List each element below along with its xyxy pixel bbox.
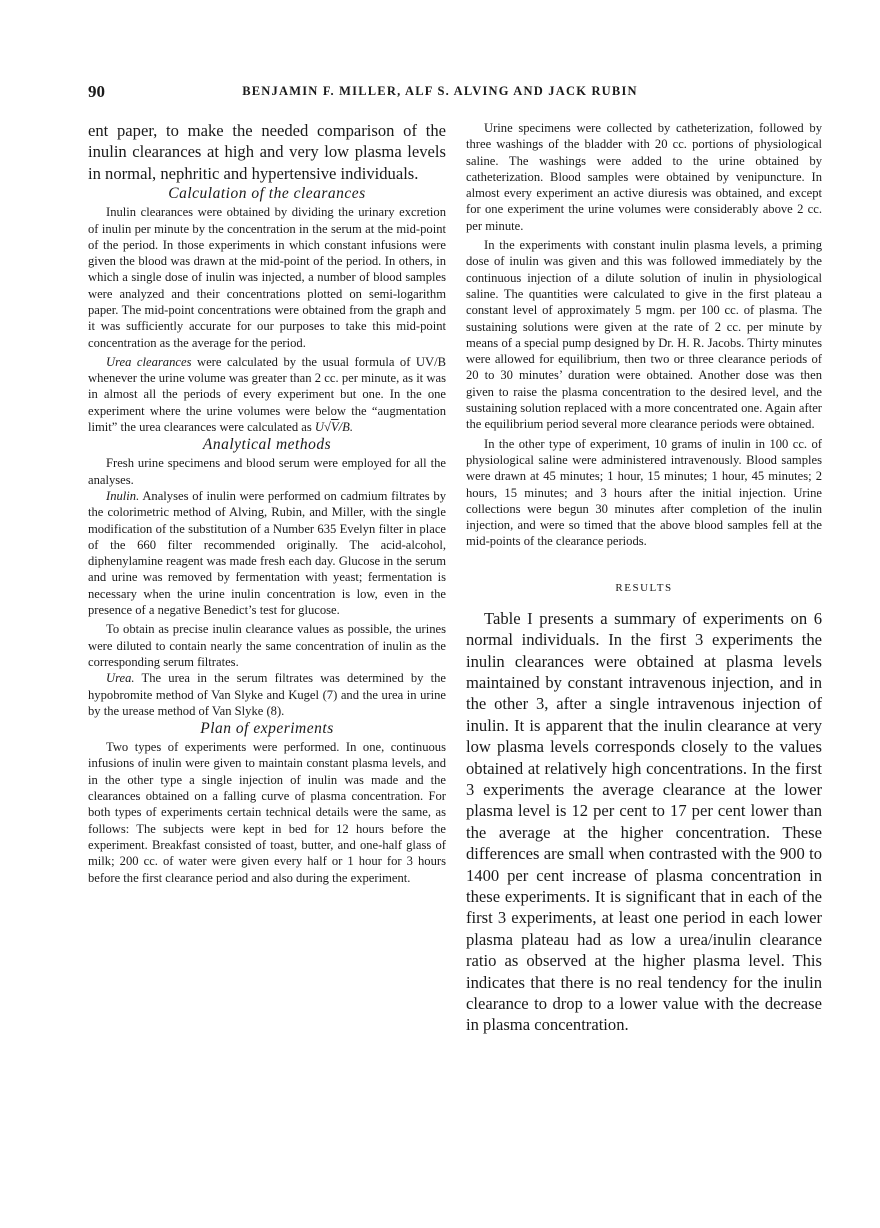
formula-radical: √ (324, 420, 331, 435)
inulin-paragraph-body: Analyses of inulin were performed on cadmium filtrates by the colorimetric method of Alving, Rubin, and Miller, with the single modification of the substitution of a Number 635 Evelyn filter in place of the 660 filter recommended originally. The acid-alcohol, diphenylamine reagent was made fresh each day. Glucose in the serum and urine was removed by fermentation with yeast; fermentation is necessary when the urine inulin concentration is low, even in the presence of a negative Benedict’s test for glucose. (88, 488, 446, 618)
right-column (466, 120, 822, 1036)
urea-clearances-runin: Urea clearances (106, 354, 192, 369)
constant-levels-paragraph: In the experiments with constant inulin plasma levels, a priming dose of inulin was given and this was followed immediately by the continuous injection of a dilute solution of inulin in physiological saline. The quantities were calculated to give in the first plateau a constant level of approximately 5 mgm. per 100 cc. of plasma. The sustaining solutions were given at the rate of 2 cc. per minute by means of a special pump designed by Dr. H. R. Jacobs. Thirty minutes were allowed for equilibrium, then two or three clearance periods of 20 to 30 minutes’ duration were obtained. Another dose was then given to raise the plasma concentration to the desired level, and the sustaining solution replaced with a more concentrated one. Again after the equilibrium period several more clearance periods were obtained. (466, 238, 822, 432)
formula-u: U (314, 420, 325, 435)
single-injection-paragraph: In the other type of experiment, 10 grams of inulin in 100 cc. of physiological saline were administered intravenously. Blood samples were drawn at 45 minutes; 1 hour, 15 minutes; 1 hour, 45 minutes; 2 hours, 15 minutes; and 3 hours after the initial injection. Urine collections were begun 30 minutes after completion of the inulin injection, and were so timed that the above blood samples fell at the mid-points of the clearance periods. (466, 436, 822, 549)
calculation-paragraph-2-body: were calculated by the usual formula of UV/B whenever the urine volume was greater than 2 cc. per minute, as it was in almost all the periods of every experiment but one. In the one experiment where the urine volumes were below the “augmentation limit” the urea clearances were calculated as (88, 354, 446, 435)
calculation-heading: Calculation of the clearances (168, 185, 366, 203)
plan-heading: Plan of experiments (200, 720, 334, 738)
urea-method-paragraph (88, 670, 446, 719)
calculation-paragraph-2 (88, 354, 446, 435)
urea-runin: Urea. (106, 671, 135, 686)
urea-method-body: The urea in the serum filtrates was determined by the hypobromite method of Van Slyke and Kugel (7) and the urea in urine by the urease method of Van Slyke (8). (88, 671, 446, 718)
urea-formula (315, 420, 353, 434)
plan-paragraph: Two types of experiments were performed. In one, continuous infusions of inulin were given to maintain constant plasma levels, and in the other type a single injection of inulin was made and the clearances obtained on a falling curve of plasma concentration. For both types of experiments certain technical details were the same, as follows: The subjects were kept in bed for 12 hours before the experiment. Breakfast consisted of toast, butter, and one-half glass of milk; 200 cc. of water were given every half or 1 hour for 3 hours before the first clearance period and also during the experiment. (88, 740, 446, 885)
results-paragraph: Table I presents a summary of experiments on 6 normal individuals. In the first 3 experiments the inulin clearances were obtained at plasma levels maintained by constant intravenous injection, and in the other 3, after a single intravenous injection of inulin. It is apparent that the inulin clearance at very low plasma levels corresponds closely to the values obtained at relatively high concentrations. In the first 3 experiments the average clearance at the lower plasma level is 12 per cent to 17 per cent lower than the average at the higher concentration. These differences are small when contrasted with the 900 to 1400 per cent increase of plasma concentration in these experiments. It is significant that in each of the first 3 experiments, at least one period in each lower plasma plateau had as low a urea/inulin clearance ratio as observed at the higher plasma level. This indicates that there is no real tendency for the inulin clearance to drop to a lower value with the decrease in plasma concentration. (466, 608, 822, 1035)
intro-continuation: ent paper, to make the needed comparison of the inulin clearances at high and very low plasma levels in normal, nephritic and hypertensive individuals. (88, 121, 446, 183)
page-header (88, 82, 792, 106)
formula-tail: /B. (338, 420, 353, 435)
inulin-paragraph (88, 488, 446, 618)
calculation-paragraph-1: Inulin clearances were obtained by dividing the urinary excretion of inulin per minute by the concentration in the serum at the mid-point of the period. In those experiments in which constant infusions were given the blood was drawn at the mid-point of the period. In others, in which a single dose of inulin was injected, a number of blood samples were analyzed and their concentrations plotted on semi-logarithm paper. The mid-point concentrations were obtained from the graph and it was sufficiently accurate for our purposes to take this mid-point concentration as the average for the period. (88, 205, 446, 350)
running-head: BENJAMIN F. MILLER, ALF S. ALVING AND JACK RUBIN (242, 84, 638, 98)
results-heading: RESULTS (615, 581, 673, 594)
formula-v: V (330, 420, 339, 435)
urine-specimens-paragraph: Urine specimens were collected by catheterization, followed by three washings of the bladder with 20 cc. portions of physiological saline. The washings were added to the urine obtained by catheterization. Blood samples were obtained by venipuncture. In almost every experiment an active diuresis was obtained, and except for one experiment the urine volumes were considerably above 2 cc. per minute. (466, 121, 822, 233)
page-number: 90 (88, 82, 105, 101)
analytical-paragraph-1: Fresh urine specimens and blood serum were employed for all the analyses. (88, 456, 446, 487)
precise-paragraph: To obtain as precise inulin clearance values as possible, the urines were diluted to contain nearly the same concentration of inulin as the corresponding serum filtrates. (88, 622, 446, 669)
left-column (88, 120, 446, 886)
analytical-heading: Analytical methods (202, 436, 332, 454)
inulin-runin: Inulin. (106, 488, 140, 503)
